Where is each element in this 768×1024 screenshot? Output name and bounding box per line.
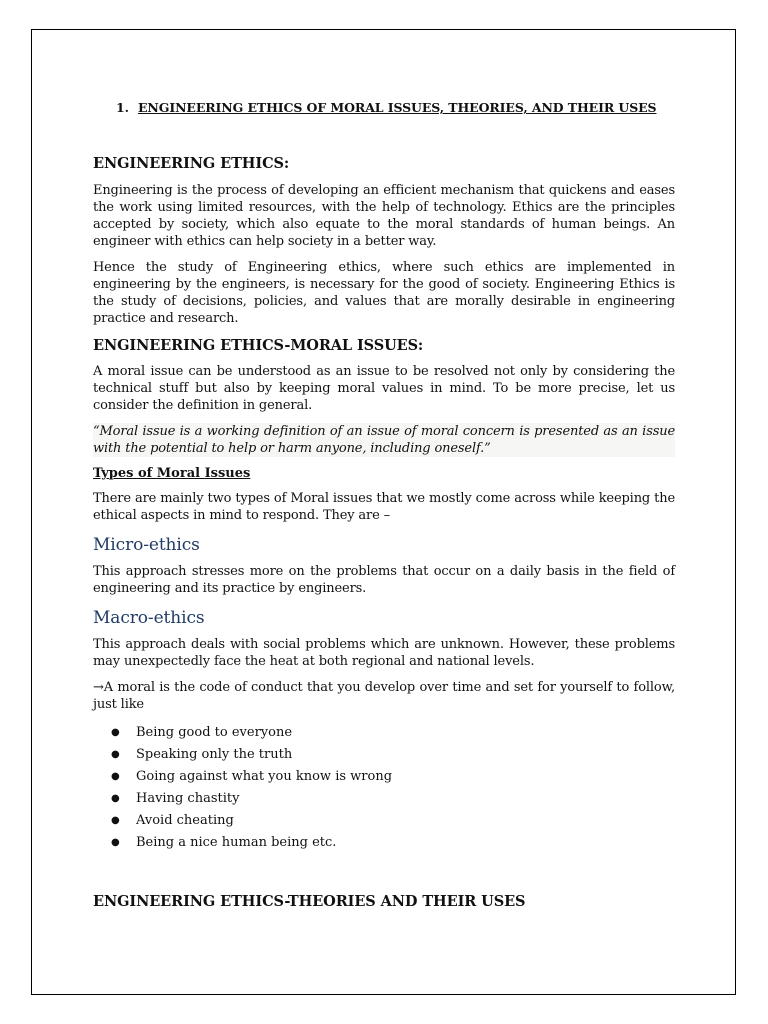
subheading-macro-ethics: Macro-ethics [93, 608, 205, 628]
paragraph-macro-ethics: This approach deals with social problems which are unknown. However, these problems may unexpectedly face the heat at both regional and national levels. [93, 637, 675, 669]
list-item [93, 832, 675, 854]
section-title-moral-issues: ENGINEERING ETHICS-MORAL ISSUES: [93, 337, 424, 354]
document-title [116, 100, 675, 115]
quote-moral-issue-definition: “Moral issue is a working definition of an issue of moral concern is presented as an issue with the potential to help or harm anyone, including oneself.” [93, 424, 675, 456]
bullet-dot: ● [111, 749, 120, 760]
heading-text: ENGINEERING ETHICS OF MORAL ISSUES, THEORIES, AND THEIR USES [138, 100, 657, 115]
paragraph-micro-ethics: This approach stresses more on the problems that occur on a daily basis in the field of engineering and its practice by engineers. [93, 564, 675, 596]
types-of-moral-issues-heading: Types of Moral Issues [93, 466, 251, 481]
moral-examples-list [93, 722, 675, 854]
subheading-micro-ethics: Micro-ethics [93, 535, 200, 555]
list-item [93, 810, 675, 832]
list-item-text: Speaking only the truth [136, 747, 293, 762]
list-item-text: Being good to everyone [136, 725, 293, 740]
list-item-text: Going against what you know is wrong [136, 769, 393, 784]
bullet-dot: ● [111, 793, 120, 804]
section-title-engineering-ethics: ENGINEERING ETHICS: [93, 155, 290, 172]
section-title-theories: ENGINEERING ETHICS-THEORIES AND THEIR USES [93, 893, 526, 910]
list-item-text: Having chastity [136, 791, 240, 806]
paragraph-moral-definition: →A moral is the code of conduct that you develop over time and set for yourself to follow, just like [93, 680, 675, 712]
bullet-dot: ● [111, 837, 120, 848]
paragraph-engineering-definition: Engineering is the process of developing an efficient mechanism that quickens and eases the work using limited resources, with the help of technology. Ethics are the principles accepted by society, which also equate to the moral standards of human beings. An engineer with ethics can help society in a better way. [93, 183, 675, 249]
list-item [93, 788, 675, 810]
paragraph-engineering-ethics-study: Hence the study of Engineering ethics, where such ethics are implemented in engineering by the engineers, is necessary for the good of society. Engineering Ethics is the study of decisions, policies, and values that are morally desirable in engineering practice and research. [93, 260, 675, 326]
bullet-dot: ● [111, 815, 120, 826]
bullet-dot: ● [111, 727, 120, 738]
list-item-text: Being a nice human being etc. [136, 835, 337, 850]
list-item-text: Avoid cheating [136, 813, 234, 828]
list-item [93, 722, 675, 744]
list-item [93, 766, 675, 788]
paragraph-moral-issue: A moral issue can be understood as an issue to be resolved not only by considering the technical stuff but also by keeping moral values in mind. To be more precise, let us consider the definition in general. [93, 364, 675, 413]
bullet-dot: ● [111, 771, 120, 782]
list-item [93, 744, 675, 766]
paragraph-types-of-moral-issues: There are mainly two types of Moral issues that we mostly come across while keeping the ethical aspects in mind to respond. They are – [93, 491, 675, 523]
heading-number: 1. [116, 100, 129, 115]
document-body [93, 100, 675, 910]
